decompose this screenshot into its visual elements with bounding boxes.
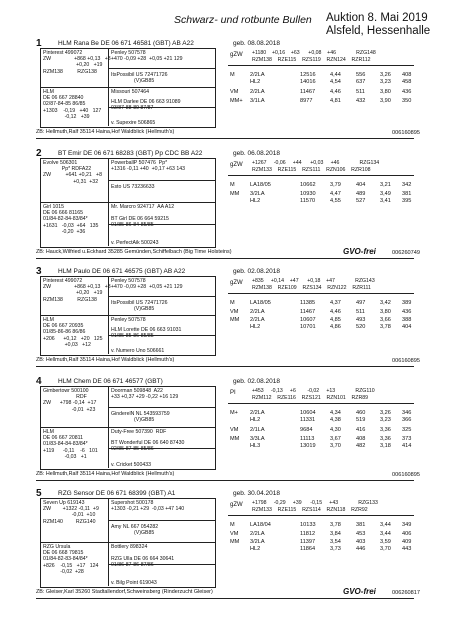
sire-dam-line: (V)GB85 bbox=[111, 305, 155, 312]
lactation-cell: 406 bbox=[402, 530, 412, 537]
dam-line: HLM bbox=[43, 89, 54, 95]
breeder-line: ZB: Hellmuth,Ralf 35114 Haina,Hof Waldblick (Hellmuth's) bbox=[36, 471, 175, 477]
lactation-cell: 443 bbox=[402, 546, 412, 552]
dam-dam-line: BT Girl DE 06 664 59215 bbox=[111, 216, 169, 222]
lactation-cell: 4,46 bbox=[330, 89, 341, 95]
sire-sire-line: +470 -0,09 +28 +0,05 +21 129 bbox=[111, 56, 183, 63]
lactation-cell: 446 bbox=[356, 546, 366, 552]
sire-dam-line: GinderelN NL 543593759 bbox=[111, 410, 170, 417]
lactation-cell: 389 bbox=[402, 300, 412, 306]
lactation-cell: 11397 bbox=[300, 539, 316, 545]
gvo-free-label: GVO-frei bbox=[343, 587, 376, 596]
dam-line: +1631 -0,03 +64 135 bbox=[43, 222, 99, 229]
lot-separator bbox=[36, 258, 414, 259]
lot-number: 2 bbox=[36, 148, 42, 159]
sire-sire-line: PowerballP 507476 Pp* bbox=[111, 160, 168, 166]
pedigree-divider bbox=[108, 158, 109, 246]
dam-line: 01/84-82-84-83/84* bbox=[43, 216, 88, 223]
sire-sire-line: +470 -0,09 +28 +0,05 +21 129 bbox=[111, 284, 183, 291]
breeding-value-type: gZW bbox=[230, 502, 243, 508]
catalog-code: 006160895 bbox=[392, 472, 420, 478]
dam-line: DE 06 668 79815 bbox=[43, 550, 84, 557]
sire-line: +0,20 +19 bbox=[43, 62, 103, 69]
sire-line: Pp* RDFA22 bbox=[43, 166, 92, 173]
sire-sire-line: Penley 507578 bbox=[111, 278, 146, 284]
dam-sire-line: Bottlery 898324 bbox=[111, 544, 148, 550]
values-divider bbox=[228, 65, 414, 66]
lactation-cell: 3,66 bbox=[380, 317, 391, 323]
lactation-cell: 3,41 bbox=[380, 197, 391, 204]
lactation-cell: 2/2LA bbox=[250, 317, 265, 323]
lactation-cell: MM bbox=[230, 539, 240, 545]
sire-line: Gimbertowr 500100 bbox=[43, 388, 89, 394]
dam-dam-line: 03/87-88-89 87/87 bbox=[111, 104, 154, 111]
lactation-cell: MM bbox=[230, 317, 240, 323]
dam-line: -0,02 +28 bbox=[43, 568, 84, 575]
values-divider bbox=[228, 403, 414, 404]
sire-line: Pinterest 499072 bbox=[43, 50, 83, 56]
lot-number: 3 bbox=[36, 266, 42, 277]
lactation-cell: HL2 bbox=[250, 197, 261, 204]
lactation-cell: 2/2LA bbox=[250, 72, 265, 78]
lactation-cell: 511 bbox=[356, 308, 365, 315]
lactation-cell: M bbox=[230, 182, 235, 188]
lactation-cell: M bbox=[230, 72, 235, 78]
dam-sire-line: Duty-Free 507390 RDF bbox=[111, 429, 167, 435]
lactation-cell: 511 bbox=[356, 89, 365, 95]
lactation-cell: 482 bbox=[356, 442, 366, 449]
lactation-cell: 3,67 bbox=[330, 435, 341, 442]
values-divider bbox=[228, 175, 414, 176]
dam-line: Girl 1015 bbox=[43, 204, 65, 210]
lactation-cell: VM bbox=[230, 530, 239, 537]
lactation-cell: 4,47 bbox=[330, 190, 341, 197]
lactation-cell: MM bbox=[230, 435, 240, 442]
pedigree-divider bbox=[108, 68, 215, 69]
sire-line: Seven Up 619143 bbox=[43, 500, 85, 506]
lactation-cell: 350 bbox=[402, 97, 412, 104]
lactation-cell: 3,78 bbox=[330, 522, 341, 528]
lactation-cell: 10604 bbox=[300, 410, 316, 416]
lot-separator bbox=[36, 138, 414, 139]
lactation-cell: 11385 bbox=[300, 300, 316, 306]
pedigree-divider bbox=[40, 542, 215, 543]
lot-block bbox=[0, 38, 450, 142]
lactation-cell: LA18/05 bbox=[250, 300, 271, 306]
sire-line: ZW +868 +0,13 +3 bbox=[43, 284, 111, 291]
pedigree-divider bbox=[108, 498, 109, 586]
lactation-cell: 4,44 bbox=[330, 72, 341, 78]
lactation-cell: 3,36 bbox=[380, 435, 391, 442]
sire-dam-line: Esto US 73236633 bbox=[111, 184, 155, 190]
lactation-cell: 9684 bbox=[300, 427, 313, 433]
lactation-cell: 4,34 bbox=[330, 410, 341, 416]
dam-dam-line: v. PerfectAik 500243 bbox=[111, 240, 159, 246]
lactation-cell: 409 bbox=[402, 539, 412, 545]
lactation-cell: 3,80 bbox=[380, 89, 391, 95]
lactation-cell: M bbox=[230, 522, 235, 528]
sire-line: -0,01 +10 bbox=[43, 512, 96, 519]
lactation-cell: 416 bbox=[356, 427, 366, 433]
lactation-cell: 432 bbox=[356, 97, 366, 104]
lactation-cell: 3,26 bbox=[380, 72, 391, 78]
lactation-cell: 11570 bbox=[300, 197, 316, 204]
lactation-cell: 637 bbox=[356, 79, 366, 85]
lactation-cell: HL2 bbox=[250, 79, 261, 85]
lactation-cell: 4,55 bbox=[330, 197, 341, 204]
pedigree-divider bbox=[108, 180, 215, 181]
lactation-cell: 388 bbox=[402, 317, 412, 323]
breeding-indices: RZM138 RZE109 RZS134 RZN122 RZR111 bbox=[252, 284, 371, 291]
sire-line: Evolve 506301 bbox=[43, 160, 78, 166]
dam-line: 01/85-86-86 86/86 bbox=[43, 329, 86, 336]
lactation-cell: 3,79 bbox=[330, 182, 341, 188]
auction-info bbox=[326, 12, 430, 38]
bull-name: HLM Chem DE 06 671 46577 (GBT) bbox=[58, 378, 163, 385]
sire-dam-line: (V)GB85 bbox=[111, 77, 155, 84]
lactation-cell: 519 bbox=[356, 417, 366, 423]
sire-dam-line: ItsPossibil US 72471726 bbox=[111, 299, 168, 306]
breeding-values: +835 +0,14 +47 +0,18 +47 RZG143 bbox=[252, 278, 375, 284]
lactation-cell: 458 bbox=[402, 79, 412, 85]
dam-sire-line: Mr. Marcro 924717 AA A12 bbox=[111, 204, 175, 210]
lot-separator bbox=[36, 598, 414, 599]
lactation-cell: 10701 bbox=[300, 324, 316, 330]
lactation-cell: 4,37 bbox=[330, 300, 341, 306]
dam-dam-line: v. Numero Uno 506661 bbox=[111, 348, 165, 354]
lactation-cell: MM+ bbox=[230, 97, 243, 104]
lactation-cell: 325 bbox=[402, 427, 412, 433]
breeder-line: ZB: Hauck,Wilfried u.Eckhard 35285 Gemünden,Schiffelbach (Big Time Holsteins) bbox=[36, 249, 232, 255]
breeding-indices: RZM133 RZE115 RZS114 RZN118 RZR92 bbox=[252, 506, 368, 513]
breeding-value-type: gZW bbox=[230, 52, 243, 58]
birth-date: geb. 30.04.2018 bbox=[233, 490, 280, 497]
dam-line: -0,03 +1 bbox=[43, 453, 87, 460]
sire-dam-line: Amy NL 667 054282 bbox=[111, 524, 159, 530]
lactation-cell: 3,42 bbox=[380, 300, 391, 306]
sire-sire-line: Doorman 509848 A22 bbox=[111, 388, 163, 394]
lactation-cell: 3,49 bbox=[380, 190, 391, 197]
dam-dam-line: RZG Ulla DE 06 664 30641 bbox=[111, 556, 175, 562]
lactation-cell: 414 bbox=[402, 442, 412, 449]
lactation-cell: VM bbox=[230, 427, 239, 433]
lactation-cell: 2/2LA bbox=[250, 89, 265, 95]
lactation-cell: 10930 bbox=[300, 190, 316, 197]
dam-dam-line: v. Cricket 500433 bbox=[111, 462, 151, 468]
sire-line: RDF bbox=[43, 394, 87, 401]
lot-number: 4 bbox=[36, 376, 42, 387]
sire-line: Pinterest 499072 bbox=[43, 278, 83, 284]
lot-separator bbox=[36, 480, 414, 481]
dam-line: DE 06 667 28840 bbox=[43, 95, 84, 102]
birth-date: geb. 08.08.2018 bbox=[233, 40, 280, 47]
lactation-cell: 11864 bbox=[300, 546, 316, 552]
breeding-indices: RZM138 RZE115 RZS119 RZN124 RZR112 bbox=[252, 56, 371, 63]
dam-line: +1303 -0,19 +40 127 bbox=[43, 107, 102, 114]
lactation-cell: 3,18 bbox=[380, 442, 391, 449]
sire-sire-line: +1303 -0,21 +29 -0,03 +47 140 bbox=[111, 506, 185, 513]
lactation-cell: 3,21 bbox=[380, 182, 391, 188]
dam-line: -0,20 +36 bbox=[43, 228, 86, 235]
sire-sire-line: Penley 507578 bbox=[111, 50, 146, 56]
bull-name: BT Emir DE 06 671 68283 (GBT) Pp CDC BB A22 bbox=[58, 150, 203, 157]
breeding-values: +453 -0,13 +6 -0,02 +13 RZG110 bbox=[252, 388, 375, 394]
lactation-cell: MM bbox=[230, 190, 240, 197]
dam-dam-line: 02/85-87-85-85/86 bbox=[111, 445, 154, 452]
breeding-indices: RZM112 RZE116 RZS121 RZN101 RZR89 bbox=[252, 394, 368, 401]
dam-line: 01/83-84-84-83/84* bbox=[43, 441, 88, 448]
sire-dam-line: (V)GB85 bbox=[111, 530, 155, 537]
values-divider bbox=[228, 293, 414, 294]
dam-dam-line: 01/85-86-84-85/85 bbox=[111, 222, 154, 229]
catalog-code: 006260817 bbox=[392, 590, 420, 596]
sire-line: ZW +868 +0,13 +3 bbox=[43, 56, 111, 63]
pedigree-divider bbox=[40, 202, 215, 203]
lactation-cell: 497 bbox=[356, 300, 366, 306]
bull-name: RZG Sensor DE 06 671 68399 (GBT) A1 bbox=[58, 490, 176, 497]
lactation-cell: 3,23 bbox=[380, 79, 391, 85]
lactation-cell: 12516 bbox=[300, 72, 316, 78]
lactation-cell: 3,70 bbox=[380, 546, 391, 552]
lactation-cell: 556 bbox=[356, 72, 366, 78]
sire-line: ZW +641 +0,21 +8 bbox=[43, 172, 102, 179]
auction-date: Auktion 8. Mai 2019 bbox=[326, 12, 428, 24]
lactation-cell: 2/2LA bbox=[250, 308, 265, 315]
dam-line: +0,03 +12 bbox=[43, 341, 91, 348]
breeder-line: ZB: Hellmuth,Ralf 35114 Haina,Hof Waldblick (Hellmuth's) bbox=[36, 357, 175, 363]
lactation-cell: 381 bbox=[402, 190, 412, 197]
lactation-cell: 349 bbox=[402, 522, 412, 528]
dam-dam-line: v. Supexire 506865 bbox=[111, 120, 156, 126]
lactation-cell: 11331 bbox=[300, 417, 316, 423]
birth-date: geb. 02.08.2018 bbox=[233, 268, 280, 275]
lactation-cell: 8977 bbox=[300, 97, 313, 104]
lactation-cell: HL2 bbox=[250, 417, 261, 423]
lactation-cell: LA18/04 bbox=[250, 522, 271, 528]
dam-dam-line: 01/85-85-86-85/85 bbox=[111, 332, 154, 339]
lactation-cell: M bbox=[230, 300, 235, 306]
birth-date: geb. 06.08.2018 bbox=[233, 150, 280, 157]
pedigree-divider bbox=[108, 296, 215, 297]
catalog-code: 006260749 bbox=[392, 250, 420, 256]
lactation-cell: 3,26 bbox=[380, 410, 391, 416]
sire-sire-line: Supershot 500178 bbox=[111, 500, 154, 506]
lactation-cell: 342 bbox=[402, 182, 412, 188]
lactation-cell: 489 bbox=[356, 190, 366, 197]
lactation-cell: LA18/05 bbox=[250, 182, 271, 188]
lactation-cell: HL3 bbox=[250, 442, 261, 449]
lactation-cell: 4,54 bbox=[330, 79, 341, 85]
lactation-cell: 453 bbox=[356, 530, 366, 537]
pedigree-divider bbox=[108, 520, 215, 521]
dam-line: DE 06 667 20935 bbox=[43, 323, 84, 330]
breeding-value-type: gZW bbox=[230, 162, 243, 168]
sire-dam-line: (V)GB85 bbox=[111, 416, 155, 423]
lactation-cell: M+ bbox=[230, 410, 238, 416]
sire-line: RZM138 RZG138 bbox=[43, 296, 97, 303]
birth-date: geb. 02.08.2018 bbox=[233, 378, 280, 385]
lactation-cell: 3/1LA bbox=[250, 97, 265, 104]
lactation-cell: 381 bbox=[356, 522, 366, 528]
sire-line: -0,01 +23 bbox=[43, 406, 96, 413]
dam-line: RZG Ursula bbox=[43, 544, 71, 550]
lactation-cell: 10607 bbox=[300, 317, 316, 323]
catalog-code: 006160895 bbox=[392, 358, 420, 364]
dam-line: +206 +0,12 +20 125 bbox=[43, 335, 103, 342]
breeding-value-type: PI bbox=[230, 390, 236, 396]
breeding-value-type: gZW bbox=[230, 280, 243, 286]
dam-dam-line: HLM Darlee DE 06 663 91089 bbox=[111, 98, 181, 105]
lot-block bbox=[0, 376, 450, 484]
lactation-cell: 3/2LA bbox=[250, 539, 265, 545]
lactation-cell: 408 bbox=[402, 72, 412, 78]
breeding-values: +1180 +0,16 +63 +0,08 +46 RZG148 bbox=[252, 50, 376, 56]
lactation-cell: 3/2LA bbox=[250, 190, 265, 197]
lactation-cell: 4,86 bbox=[330, 324, 341, 330]
sire-dam-line: ItsPossibil US 72471726 bbox=[111, 71, 168, 78]
sire-line: RZM138 RZG138 bbox=[43, 68, 97, 75]
lactation-cell: 493 bbox=[356, 317, 366, 323]
pedigree-divider bbox=[108, 386, 109, 468]
lactation-cell: 460 bbox=[356, 410, 366, 416]
lactation-cell: HL2 bbox=[250, 324, 261, 330]
lactation-cell: VM bbox=[230, 89, 239, 95]
dam-line: DE 06 667 20811 bbox=[43, 435, 83, 442]
lactation-cell: 436 bbox=[402, 308, 412, 315]
lactation-cell: 3,44 bbox=[380, 530, 391, 537]
lactation-cell: 346 bbox=[402, 410, 412, 416]
lactation-cell: 2/1LA bbox=[250, 427, 265, 433]
dam-dam-line: v. Bilg Point 619043 bbox=[111, 580, 157, 586]
breeder-line: ZB: Hellmuth,Ralf 35114 Haina,Hof Waldblick (Hellmuth's) bbox=[36, 129, 175, 135]
pedigree-divider bbox=[108, 407, 215, 408]
sire-line: RZM140 RZG140 bbox=[43, 518, 96, 525]
catalog-code: 006160895 bbox=[392, 130, 420, 136]
lactation-cell: 11467 bbox=[300, 89, 316, 95]
lactation-cell: 527 bbox=[356, 197, 366, 204]
bull-name: HLM Paulo DE 06 671 46575 (GBT) AB A22 bbox=[58, 268, 186, 275]
lactation-cell: 11812 bbox=[300, 530, 316, 537]
dam-line: -0,12 +39 bbox=[43, 113, 90, 120]
lactation-cell: HL2 bbox=[250, 546, 261, 552]
lactation-cell: 4,30 bbox=[330, 427, 341, 433]
catalog-title: Schwarz- und rotbunte Bullen bbox=[174, 14, 312, 26]
breeding-indices: RZM133 RZE115 RZS111 RZN106 RZR108 bbox=[252, 166, 371, 173]
lot-number: 5 bbox=[36, 488, 42, 499]
dam-sire-line: Missouri 507464 bbox=[111, 89, 150, 95]
lactation-cell: 11113 bbox=[300, 435, 315, 442]
values-divider bbox=[228, 515, 414, 516]
lactation-cell: 520 bbox=[356, 324, 366, 330]
lactation-cell: 404 bbox=[402, 324, 412, 330]
lactation-cell: 3,80 bbox=[380, 308, 391, 315]
lactation-cell: 436 bbox=[402, 89, 412, 95]
lot-number: 1 bbox=[36, 38, 42, 49]
lactation-cell: 10133 bbox=[300, 522, 316, 528]
lactation-cell: 4,38 bbox=[330, 417, 341, 423]
lot-block bbox=[0, 148, 450, 262]
gvo-free-label: GVO-frei bbox=[343, 247, 376, 256]
lactation-cell: 3,44 bbox=[380, 522, 391, 528]
lactation-cell: 3,78 bbox=[380, 324, 391, 330]
sire-line: ZW +1322 -0,11 +9 bbox=[43, 506, 99, 513]
lactation-cell: 3,59 bbox=[380, 539, 391, 545]
sire-line: +0,31 +32 bbox=[43, 178, 99, 185]
lactation-cell: 395 bbox=[402, 197, 412, 204]
lactation-cell: 3,84 bbox=[330, 530, 341, 537]
dam-line: 01/84-82-83-84/84* bbox=[43, 556, 88, 563]
dam-sire-line: Penley 507578 bbox=[111, 317, 146, 323]
dam-line: HLM bbox=[43, 429, 54, 435]
lactation-cell: 3,54 bbox=[330, 539, 341, 545]
lactation-cell: 403 bbox=[356, 539, 366, 545]
breeding-values: +1267 -0,06 +44 +0,03 +46 RZG134 bbox=[252, 160, 380, 166]
pedigree-divider bbox=[40, 427, 215, 428]
dam-line: 02/87-84-85 86/85 bbox=[43, 101, 86, 108]
lactation-cell: 4,46 bbox=[330, 308, 341, 315]
lactation-cell: VM bbox=[230, 308, 239, 315]
auction-place: Alsfeld, Hessenhalle bbox=[326, 25, 431, 37]
pedigree-divider bbox=[40, 315, 215, 316]
dam-dam-line: BT Wonderful DE 06 640 87430 bbox=[111, 439, 185, 446]
dam-line: HLM bbox=[43, 317, 54, 323]
sire-sire-line: +33 +0,37 +29 -0,22 +16 129 bbox=[111, 394, 179, 401]
dam-dam-line: 01/86-87-86-87/86 bbox=[111, 562, 154, 569]
lactation-cell: 3,36 bbox=[380, 427, 391, 433]
dam-dam-line: HLM Lorette DE 06 663 91031 bbox=[111, 326, 182, 333]
lactation-cell: 408 bbox=[356, 435, 366, 442]
pedigree-divider bbox=[40, 87, 215, 88]
lactation-cell: 3/3LA bbox=[250, 435, 265, 442]
dam-line: +826 -0,15 +17 124 bbox=[43, 562, 99, 569]
lactation-cell: 11467 bbox=[300, 308, 316, 315]
lot-separator bbox=[36, 366, 414, 367]
lactation-cell: 404 bbox=[356, 182, 366, 188]
lactation-cell: 3,73 bbox=[330, 546, 341, 552]
lactation-cell: 3,70 bbox=[330, 442, 341, 449]
lactation-cell: 14016 bbox=[300, 79, 316, 85]
lactation-cell: 373 bbox=[402, 435, 412, 442]
bull-name: HLM Rana Be DE 06 671 46581 (GBT) AB A22 bbox=[58, 40, 194, 47]
sire-line: ZW +798 -0,14 +17 bbox=[43, 400, 97, 407]
lot-block bbox=[0, 266, 450, 370]
dam-line: +119 -0,11 -6 101 bbox=[43, 447, 98, 454]
sire-line: +0,20 +19 bbox=[43, 290, 103, 297]
lactation-cell: 366 bbox=[402, 417, 412, 423]
sire-sire-line: +1316 -0,11 +40 +0,17 +63 143 bbox=[111, 166, 186, 173]
lactation-cell: 10662 bbox=[300, 182, 316, 188]
lot-block bbox=[0, 488, 450, 602]
lactation-cell: 13019 bbox=[300, 442, 316, 449]
dam-line: DE 06 666 81165 bbox=[43, 210, 83, 217]
lactation-cell: 2/2LA bbox=[250, 530, 265, 537]
breeder-line: ZB: Gleiser,Karl 35260 Stadtallendorf,Schweinsberg (Rinderzucht Gleiser) bbox=[36, 589, 213, 595]
lactation-cell: 2/2LA bbox=[250, 410, 265, 416]
lactation-cell: 3,90 bbox=[380, 97, 391, 104]
lactation-cell: 3,23 bbox=[380, 417, 391, 423]
lactation-cell: 4,81 bbox=[330, 97, 341, 104]
lactation-cell: 4,85 bbox=[330, 317, 341, 323]
breeding-values: +1798 -0,29 +39 -0,15 +43 RZG133 bbox=[252, 500, 378, 506]
